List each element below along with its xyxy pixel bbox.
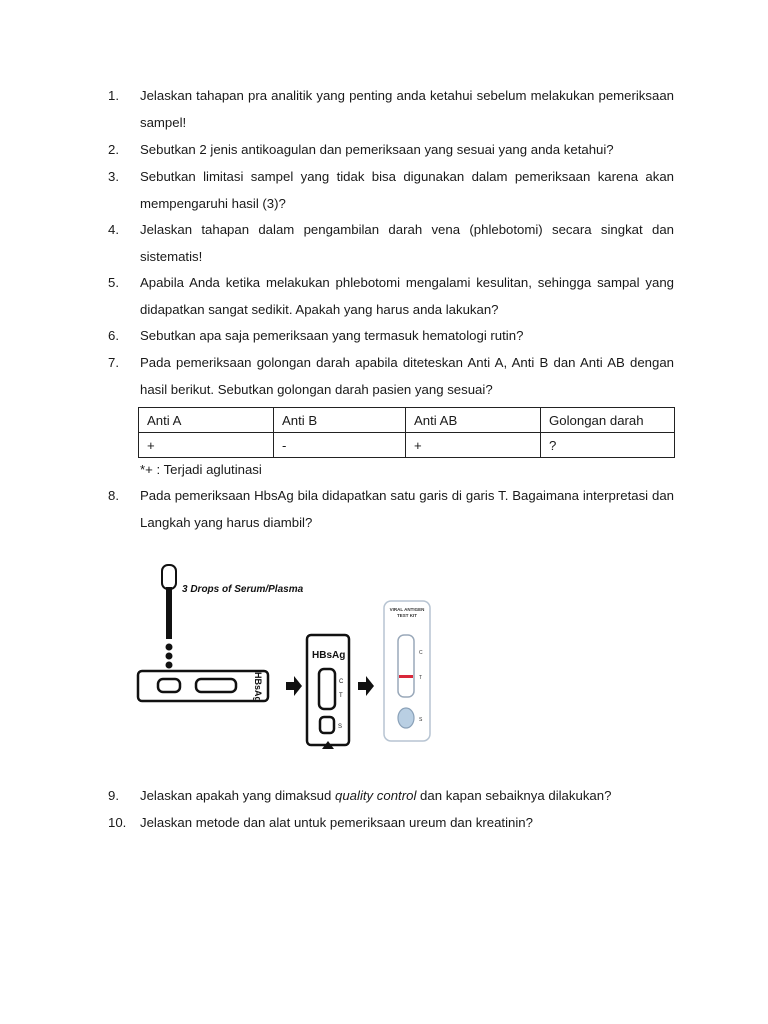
table-note: *+ : Terjadi aglutinasi: [140, 462, 262, 477]
horizontal-test-strip: [138, 671, 268, 702]
table-header-cell: Anti B: [274, 408, 406, 433]
question-number: 8.: [108, 488, 119, 503]
question-text: Jelaskan metode dan alat untuk pemeriksaan ureum dan kreatinin?: [140, 815, 533, 830]
sample-well: [398, 708, 414, 728]
question-text: Jelaskan tahapan pra analitik yang penting anda ketahui sebelum melakukan pemeriksaan sampel!: [140, 88, 674, 130]
question-number: 7.: [108, 355, 119, 370]
table-cell: -: [274, 433, 406, 458]
strip-label: HBsAg: [253, 672, 263, 703]
arrow-icon: [358, 676, 374, 696]
table-cell: +: [139, 433, 274, 458]
question-text-end: dan kapan sebaiknya dilakukan?: [416, 788, 612, 803]
question-number: 4.: [108, 222, 119, 237]
dropper-icon: [162, 565, 176, 669]
question-text: Sebutkan limitasi sampel yang tidak bisa digunakan dalam pemeriksaan karena akan mempengaruhi hasil (3)?: [140, 169, 674, 211]
question-number: 1.: [108, 88, 119, 103]
question-4: [108, 217, 674, 270]
table-header-cell: Anti A: [139, 408, 274, 433]
drops-label: 3 Drops of Serum/Plasma: [182, 584, 304, 595]
question-10: [108, 810, 674, 837]
question-text: Pada pemeriksaan HbsAg bila didapatkan satu garis di garis T. Bagaimana interpretasi dan Langkah yang harus diambil?: [140, 488, 674, 530]
question-text: Apabila Anda ketika melakukan phlebotomi mengalami kesulitan, sehingga sampal yang didapatkan sangat sedikit. Apakah yang harus anda lakukan?: [140, 275, 674, 317]
question-1: [108, 83, 674, 136]
question-text-italic: quality control: [335, 788, 417, 803]
marker-t: T: [339, 693, 343, 699]
table-header-cell: Golongan darah: [541, 408, 675, 433]
cassette-label: HBsAg: [312, 650, 346, 661]
kit-label-line2: TEST KIT: [397, 613, 417, 618]
hbsag-test-figure: [130, 555, 450, 755]
question-number: 3.: [108, 169, 119, 184]
table-header-cell: Anti AB: [406, 408, 541, 433]
marker-c: C: [339, 679, 344, 685]
question-text: Jelaskan tahapan dalam pengambilan darah vena (phlebotomi) secara singkat dan sistematis!: [140, 222, 674, 264]
question-6: [108, 323, 674, 350]
table-row: [139, 433, 675, 458]
question-number: 2.: [108, 142, 119, 157]
kit-marker-t: T: [419, 675, 423, 681]
question-number: 6.: [108, 328, 119, 343]
question-9: [108, 783, 674, 810]
table-cell: +: [406, 433, 541, 458]
marker-s: S: [338, 724, 343, 730]
kit-label-line1: VIRAL ANTIGEN: [389, 607, 425, 612]
question-number: 10.: [108, 815, 127, 830]
blood-type-table: [138, 407, 675, 458]
viral-antigen-test-kit: [384, 601, 430, 741]
table-cell: ?: [541, 433, 675, 458]
question-text: Sebutkan 2 jenis antikoagulan dan pemeriksaan yang sesuai yang anda ketahui?: [140, 142, 614, 157]
table-header-row: [139, 408, 675, 433]
question-text: [140, 783, 674, 810]
arrow-icon: [286, 676, 302, 696]
kit-marker-s: S: [419, 717, 423, 723]
question-number: 5.: [108, 275, 119, 290]
kit-marker-c: C: [419, 650, 423, 656]
question-number: 9.: [108, 788, 119, 803]
hbsag-cassette: [307, 635, 349, 749]
question-8: [108, 483, 674, 536]
question-2: [108, 137, 674, 164]
question-text-start: Jelaskan apakah yang dimaksud: [140, 788, 336, 803]
question-3: [108, 164, 674, 217]
question-text: Sebutkan apa saja pemeriksaan yang termasuk hematologi rutin?: [140, 328, 524, 343]
question-7: [108, 350, 674, 403]
question-5: [108, 270, 674, 323]
question-text: Pada pemeriksaan golongan darah apabila diteteskan Anti A, Anti B dan Anti AB dengan hasil berikut. Sebutkan golongan darah pasien yang sesuai?: [140, 355, 674, 397]
test-line: [399, 675, 413, 678]
